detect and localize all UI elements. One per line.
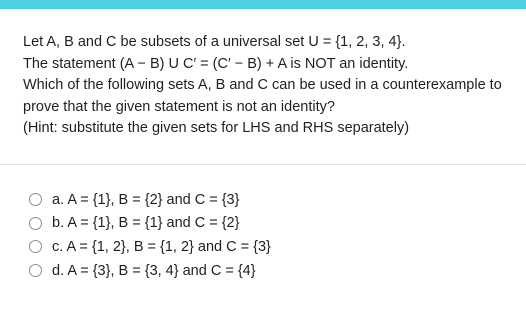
question-line: prove that the given statement is not an identity? bbox=[23, 98, 335, 115]
divider bbox=[0, 164, 526, 165]
question-line: The statement (A − B) U C′ = (C′ − B) + A is NOT an identity. bbox=[23, 55, 409, 72]
question-line: Let A, B and C be subsets of a universal set U = {1, 2, 3, 4}. bbox=[23, 34, 406, 50]
question-line: Which of the following sets A, B and C can be used in a counterexample to bbox=[23, 77, 502, 93]
answer-options bbox=[29, 188, 509, 282]
radio-button-b[interactable] bbox=[29, 217, 42, 230]
answer-label-d: d. A = {3}, B = {3, 4} and C = {4} bbox=[52, 262, 256, 279]
answer-label-b: b. A = {1}, B = {1} and C = {2} bbox=[52, 215, 240, 232]
answer-option-d[interactable] bbox=[29, 259, 509, 283]
question-hint: (Hint: substitute the given sets for LHS and RHS separately) bbox=[23, 120, 410, 136]
answer-option-a[interactable] bbox=[29, 188, 509, 212]
radio-button-d[interactable] bbox=[29, 264, 42, 277]
radio-button-a[interactable] bbox=[29, 193, 42, 206]
question-text bbox=[23, 32, 519, 140]
top-accent-bar bbox=[0, 0, 526, 9]
answer-option-c[interactable] bbox=[29, 235, 509, 259]
radio-button-c[interactable] bbox=[29, 240, 42, 253]
answer-option-b[interactable] bbox=[29, 212, 509, 236]
answer-label-c: c. A = {1, 2}, B = {1, 2} and C = {3} bbox=[52, 238, 271, 255]
answer-label-a: a. A = {1}, B = {2} and C = {3} bbox=[52, 191, 240, 208]
